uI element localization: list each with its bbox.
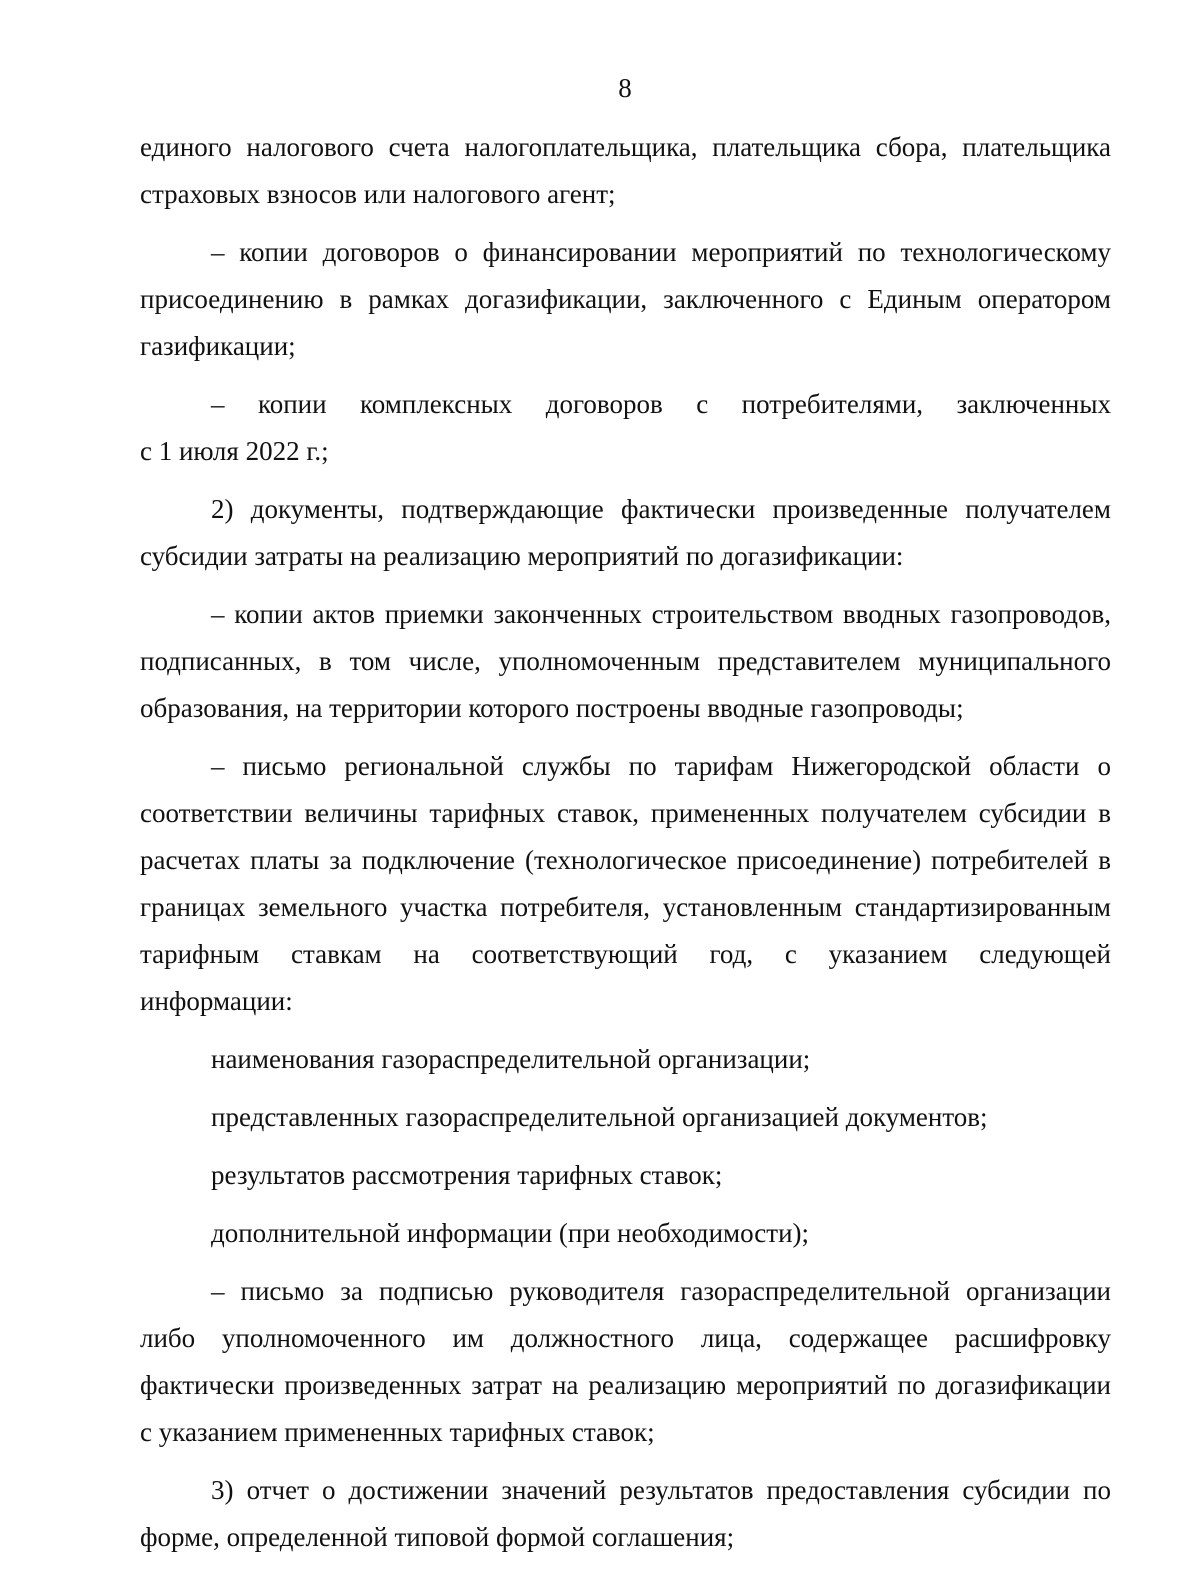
text-line: – копии комплексных договоров с потребителями, заключенных: [211, 389, 1111, 419]
text-line: границах земельного участка потребителя, установленным стандартизированным: [140, 892, 1111, 922]
document-body: [140, 124, 1111, 1572]
text-line: наименования газораспределительной организации;: [211, 1044, 811, 1074]
paragraph-info-item: [140, 1094, 1111, 1141]
text-line: подписанных, в том числе, уполномоченным представителем муниципального: [140, 646, 1111, 676]
paragraph-info-item: [140, 1152, 1111, 1199]
paragraph-tariff-letter: [140, 743, 1111, 1025]
text-line: с указанием примененных тарифных ставок;: [140, 1417, 655, 1447]
text-line: результатов рассмотрения тарифных ставок;: [211, 1160, 723, 1190]
text-line: – письмо региональной службы по тарифам Нижегородской области о: [211, 751, 1111, 781]
paragraph-tax-account: [140, 124, 1111, 218]
paragraph-complex-contracts: [140, 381, 1111, 475]
paragraph-cost-documents: [140, 486, 1111, 580]
paragraph-acceptance-acts: [140, 591, 1111, 732]
page-number: 8: [618, 73, 632, 103]
text-line: либо уполномоченного им должностного лица, содержащее расшифровку: [140, 1323, 1111, 1353]
paragraph-info-item: [140, 1210, 1111, 1257]
text-line: представленных газораспределительной организацией документов;: [211, 1102, 988, 1132]
text-line: – копии договоров о финансировании мероприятий по технологическому: [211, 237, 1111, 267]
text-line: – письмо за подписью руководителя газораспределительной организации: [211, 1276, 1111, 1306]
text-line: газификации;: [140, 331, 296, 361]
text-line: тарифным ставкам на соответствующий год, с указанием следующей: [140, 939, 1111, 969]
paragraph-info-item: [140, 1036, 1111, 1083]
text-line: 2) документы, подтверждающие фактически произведенные получателем: [211, 494, 1111, 524]
text-line: информации:: [140, 986, 293, 1016]
text-line: дополнительной информации (при необходимости);: [211, 1218, 810, 1248]
text-line: – копии актов приемки законченных строительством вводных газопроводов,: [211, 599, 1111, 629]
text-line: форме, определенной типовой формой соглашения;: [140, 1522, 735, 1552]
paragraph-gdo-letter: [140, 1268, 1111, 1456]
text-line: страховых взносов или налогового агент;: [140, 179, 616, 209]
text-line: субсидии затраты на реализацию мероприятий по догазификации:: [140, 541, 904, 571]
paragraph-financing-contracts: [140, 229, 1111, 370]
text-line: 3) отчет о достижении значений результатов предоставления субсидии по: [211, 1475, 1111, 1505]
text-line: образования, на территории которого построены вводные газопроводы;: [140, 693, 964, 723]
text-line: присоединению в рамках догазификации, заключенного с Единым оператором: [140, 284, 1111, 314]
paragraph-results-report: [140, 1467, 1111, 1561]
text-line: с 1 июля 2022 г.;: [140, 436, 329, 466]
text-line: единого налогового счета налогоплательщика, плательщика сбора, плательщика: [140, 132, 1111, 162]
text-line: расчетах платы за подключение (технологическое присоединение) потребителей в: [140, 845, 1111, 875]
text-line: соответствии величины тарифных ставок, примененных получателем субсидии в: [140, 798, 1111, 828]
text-line: фактически произведенных затрат на реализацию мероприятий по догазификации: [140, 1370, 1111, 1400]
